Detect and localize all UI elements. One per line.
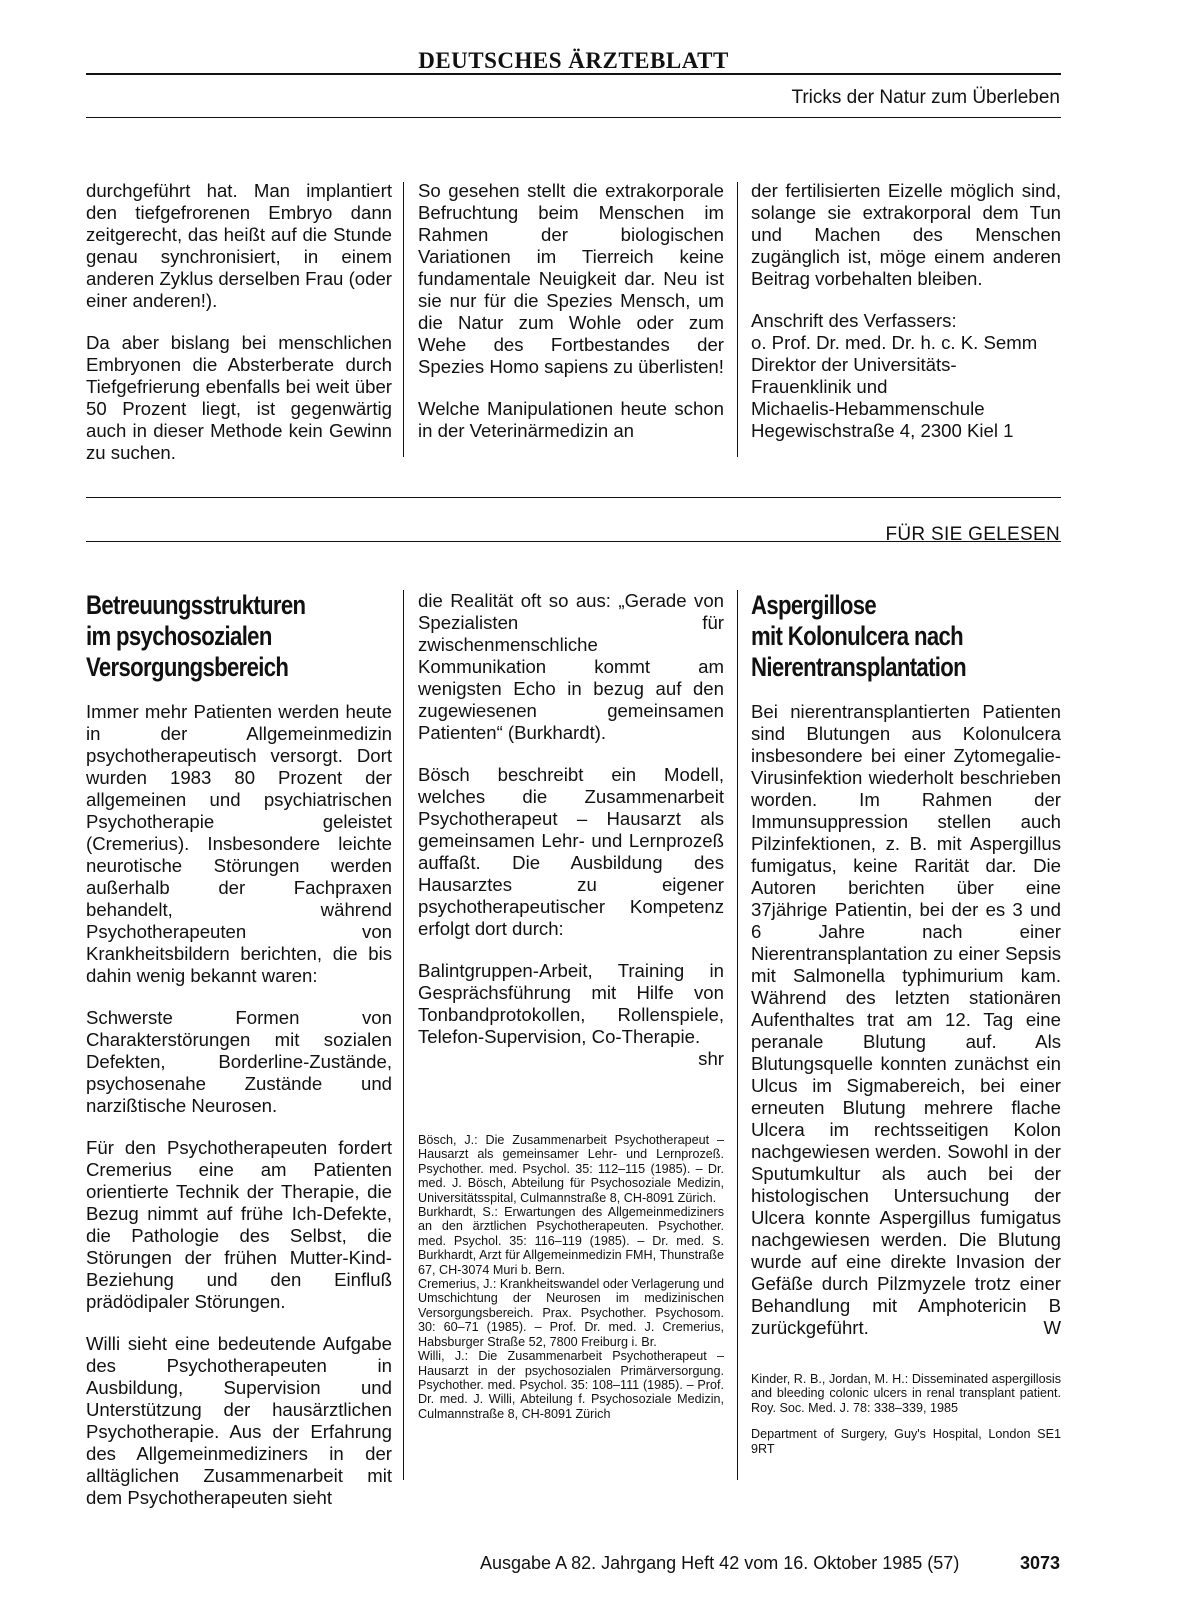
article1-col-1 bbox=[86, 590, 392, 1509]
headline-line: Aspergillose bbox=[751, 590, 877, 620]
top-col-1 bbox=[86, 180, 392, 464]
paragraph-text: Balintgruppen-Arbeit, Training in Gesprächsführung mit Hilfe von Tonbandprotokollen, Rollenspiele, Telefon-Supervision, Co-Therapie. bbox=[418, 960, 724, 1047]
paragraph: Bösch beschreibt ein Modell, welches die Zusammenarbeit Psychotherapeut – Hausarzt als gemeinsamen Lehr- und Lernprozeß auffaßt. Die Ausbildung des Hausarztes zu eigener psychotherapeutischer Kompetenz erfolgt dort durch: bbox=[418, 764, 724, 939]
column-divider bbox=[737, 182, 738, 457]
header-rule bbox=[86, 117, 1061, 118]
address-line: o. Prof. Dr. med. Dr. h. c. K. Semm bbox=[751, 332, 1038, 353]
reference: Burkhardt, S.: Erwartungen des Allgemeinmediziners an den ärztlichen Psychotherapeuten. Psychother. med. Psychol. 35: 116–119 (1985). – Dr. med. S. Burkhardt, Arzt für Allgemeinmedizin FMH, Thunstraße 67, CH-3074 Muri b. Bern. bbox=[418, 1205, 724, 1277]
section-label: FÜR SIE GELESEN bbox=[885, 524, 1060, 545]
top-col-3 bbox=[751, 180, 1061, 442]
affiliation: Department of Surgery, Guy's Hospital, London SE1 9RT bbox=[751, 1427, 1061, 1456]
paragraph bbox=[418, 960, 724, 1069]
headline-line: mit Kolonulcera nach bbox=[751, 621, 964, 651]
reference: Bösch, J.: Die Zusammenarbeit Psychotherapeut – Hausarzt als gemeinsamer Lehr- und Lernprozeß. Psychother. med. Psychol. 35: 112–115 (1985). – Dr. med. J. Bösch, Abteilung für Psychosoziale Medizin, Universitätsspital, Culmannstraße 8, CH-8091 Zürich. bbox=[418, 1133, 724, 1205]
paragraph: der fertilisierten Eizelle möglich sind, solange sie extrakorporal dem Tun und Machen des Menschen zugänglich ist, möge einem anderen Beitrag vorbehalten bleiben. bbox=[751, 180, 1061, 289]
reference: Willi, J.: Die Zusammenarbeit Psychotherapeut – Hausarzt in der psychosozialen Primärversorgung. Psychother. med. Psychol. 35: 108–111 (1985). – Prof. Dr. med. J. Willi, Abteilung f. Psychosoziale Medizin, Culmannstraße 8, CH-8091 Zürich bbox=[418, 1349, 724, 1421]
masthead: DEUTSCHES ÄRZTEBLATT bbox=[418, 48, 729, 73]
address-line: Direktor der Universitäts- bbox=[751, 354, 957, 375]
page-number: 3073 bbox=[1019, 1553, 1060, 1573]
headline-line: Versorgungsbereich bbox=[86, 652, 289, 682]
reference: Kinder, R. B., Jordan, M. H.: Disseminated aspergillosis and bleeding colonic ulcers in renal transplant patient. Roy. Soc. Med. J. 78: 338–339, 1985 bbox=[751, 1372, 1061, 1415]
issue-info: Ausgabe A 82. Jahrgang Heft 42 vom 16. Oktober 1985 (57) bbox=[480, 1553, 960, 1573]
paragraph: die Realität oft so aus: „Gerade von Spezialisten für zwischenmenschliche Kommunikation kommt am wenigsten Echo in bezug auf den zugewiesenen gemeinsamen Patienten“ (Burkhardt). bbox=[418, 590, 724, 743]
author-signature: shr bbox=[698, 1048, 724, 1069]
column-divider bbox=[403, 182, 404, 457]
headline-line: Nierentransplantation bbox=[751, 652, 967, 682]
author-signature: W bbox=[1043, 1317, 1061, 1338]
headline-line: Betreuungsstrukturen bbox=[86, 590, 306, 620]
reference: Cremerius, J.: Krankheitswandel oder Verlagerung und Umschichtung der Neurosen im medizinischen Versorgungsbereich. Prax. Psychother. Psychosom. 30: 60–71 (1985). – Prof. Dr. med. J. Cremerius, Habsburger Straße 52, 7800 Freiburg i. Br. bbox=[418, 1277, 724, 1349]
paragraph bbox=[751, 701, 1061, 1339]
paragraph: Willi sieht eine bedeutende Aufgabe des Psychotherapeuten in Ausbildung, Supervision und Unterstützung der hausärztlichen Psychotherapie. Aus der Erfahrung des Allgemeinmediziners in der alltäglichen Zusammenarbeit mit dem Psychotherapeuten sieht bbox=[86, 1333, 392, 1508]
column-divider bbox=[403, 590, 404, 1480]
article2-col bbox=[751, 590, 1061, 1339]
address-line: Anschrift des Verfassers: bbox=[751, 310, 957, 331]
paragraph-text: Bei nierentransplantierten Patienten sind Blutungen aus Kolonulcera insbesondere bei einer Zytomegalie-Virusinfektion wiederholt beschrieben worden. Im Rahmen der Immunsuppression stellen auch Pilzinfektionen, z. B. mit Aspergillus fumigatus, keine Rarität dar. Die Autoren berichten über eine 37jährige Patientin, bei der es 3 und 6 Jahre nach einer Nierentransplantation zu einer Sepsis mit Salmonella typhimurium kam. Während des letzten stationären Aufenthaltes trat am 12. Tag eine peranale Blutung auf. Als Blutungsquelle konnten zunächst ein Ulcus im Sigmabereich, bei einer erneuten Blutung mehrere flache Ulcera im rechtsseitigen Kolon nachgewiesen werden. Sowohl in der Sputumkultur als auch bei der histologischen Untersuchung der Ulcera konnte Aspergillus fumigatus nachgewiesen werden. Die Blutung wurde auf eine direkte Invasion der Gefäße durch Pilzmyzele trotz einer Behandlung mit Amphotericin B zurückgeführt. bbox=[751, 701, 1061, 1338]
article1-headline bbox=[86, 590, 400, 683]
paragraph: Für den Psychotherapeuten fordert Cremerius eine am Patienten orientierte Technik der Therapie, die Bezug nimmt auf frühe Ich-Defekte, die Pathologie des Selbst, die Störungen der frühen Mutter-Kind-Beziehung und den Einfluß prädödipaler Störungen. bbox=[86, 1137, 392, 1312]
section-rule bbox=[86, 497, 1061, 498]
address-line: Frauenklinik und bbox=[751, 376, 888, 397]
top-col-2 bbox=[418, 180, 724, 442]
running-head: Tricks der Natur zum Überleben bbox=[791, 87, 1060, 108]
masthead-rule bbox=[86, 73, 1061, 75]
headline-line: im psychosozialen bbox=[86, 621, 272, 651]
article1-col-2 bbox=[418, 590, 724, 1070]
article2-references bbox=[751, 1372, 1061, 1456]
paragraph: Schwerste Formen von Charakterstörungen mit sozialen Defekten, Borderline-Zustände, psychosenahe Zustände und narzißtische Neurosen. bbox=[86, 1007, 392, 1116]
article2-headline bbox=[751, 590, 1069, 683]
author-address bbox=[751, 310, 1061, 442]
paragraph: Welche Manipulationen heute schon in der Veterinärmedizin an bbox=[418, 398, 724, 441]
column-divider bbox=[737, 590, 738, 1480]
paragraph: So gesehen stellt die extrakorporale Befruchtung beim Menschen im Rahmen der biologischen Variationen im Tierreich keine fundamentale Neuigkeit dar. Neu ist sie nur für die Spezies Mensch, um die Natur zum Wohle oder zum Wehe des Fortbestandes der Spezies Homo sapiens zu überlisten! bbox=[418, 180, 724, 377]
paragraph: Da aber bislang bei menschlichen Embryonen die Absterberate durch Tiefgefrierung ebenfalls bei weit über 50 Prozent liegt, ist gegenwärtig auch in dieser Methode kein Gewinn zu suchen. bbox=[86, 332, 392, 463]
paragraph: Immer mehr Patienten werden heute in der Allgemeinmedizin psychotherapeutisch versorgt. Dort wurden 1983 80 Prozent der allgemeinen und psychiatrischen Psychotherapie geleistet (Cremerius). Insbesondere leichte neurotische Störungen werden außerhalb der Fachpraxen behandelt, während Psychotherapeuten von Krankheitsbildern berichten, die bis dahin wenig bekannt waren: bbox=[86, 701, 392, 986]
paragraph: durchgeführt hat. Man implantiert den tiefgefrorenen Embryo dann zeitgerecht, das heißt auf die Stunde genau synchronisiert, in einem anderen Zyklus derselben Frau (oder einer anderen!). bbox=[86, 180, 392, 311]
address-line: Michaelis-Hebammenschule bbox=[751, 398, 985, 419]
address-line: Hegewischstraße 4, 2300 Kiel 1 bbox=[751, 420, 1014, 441]
section-rule bbox=[86, 541, 1061, 542]
article1-references bbox=[418, 1133, 724, 1421]
